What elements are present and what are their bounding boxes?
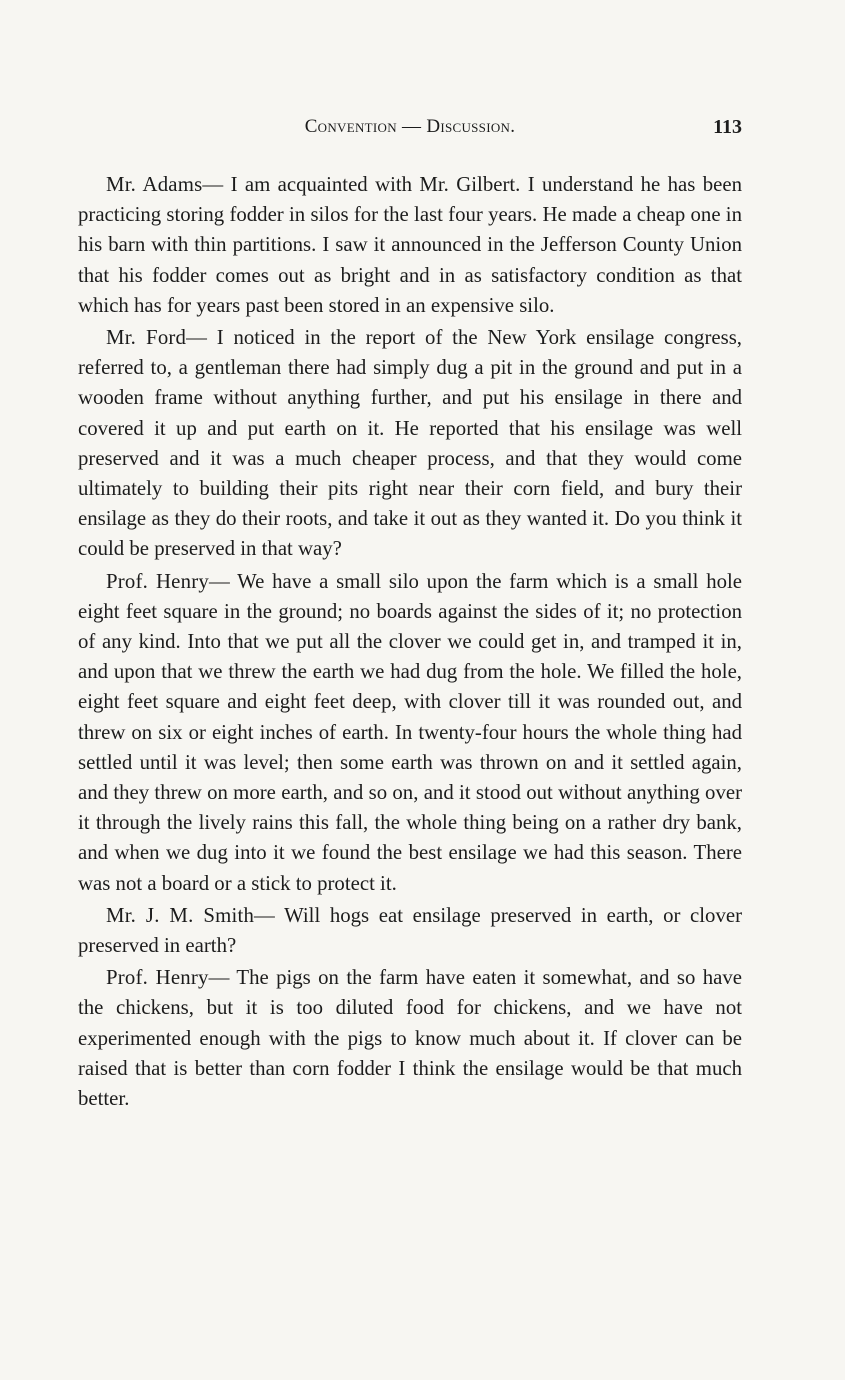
paragraph-text: — The pigs on the farm have eaten it somewhat, and so have the chickens, but it is too diluted food for chickens, and we have not experimented enough with the pigs to know much about it. If clover can be raised that is better than corn fodder I think the ensilage would be that much better. (78, 966, 743, 1111)
paragraph-text: — We have a small silo upon the farm which is a small hole eight feet square in the ground; no boards against the sides of it; no protection of any kind. Into that we put all the clover we could get in, and tramped it in, and upon that we threw the earth we had dug from the hole. We filled the hole, eight feet square and eight feet deep, with clover till it was rounded out, and threw on six or eight inches of earth. In twenty-four hours the whole thing had settled until it was level; then some earth was thrown on and it settled again, and they threw on more earth, and so on, and it stood out without anything over it through the lively rains this fall, the whole thing being on a rather dry bank, and when we dug into it we found the best ensilage we had this season. There was not a board or a stick to protect it. (78, 569, 742, 895)
paragraph-text: — Will hogs eat ensilage preserved in earth, or clover preserved in earth? (78, 903, 742, 958)
speaker-name: Mr. J. M. Smith (106, 903, 255, 927)
speaker-name: Mr. Adams (106, 173, 203, 196)
paragraph (78, 323, 742, 565)
running-title: Convention — Discussion. (304, 116, 516, 137)
speaker-name: Prof. Henry (106, 569, 209, 593)
page-number: 113 (713, 116, 742, 138)
speaker-name: Prof. Henry (106, 966, 209, 990)
running-head (78, 116, 742, 142)
paragraph (78, 901, 742, 961)
paragraph-text: — I noticed in the report of the New York ensilage congress, referred to, a gentleman there had simply dug a pit in the ground and put in a wooden frame without anything further, and put his ensilage in there and covered it up and put earth on it. He reported that his ensilage was well preserved and it was a much cheaper process, and that they would come ultimately to building their pits right near their corn field, and bury their ensilage as they do their roots, and take it out as they wanted it. Do you think it could be preserved in that way? (78, 326, 742, 561)
paragraph (78, 963, 742, 1114)
speaker-name: Mr. Ford (106, 326, 187, 350)
paragraph (78, 170, 742, 321)
body-text (78, 170, 742, 1116)
paragraph (78, 567, 742, 899)
paragraph-text: — I am acquainted with Mr. Gilbert. I understand he has been practicing storing fodder in silos for the last four years. He made a cheap one in his barn with thin partitions. I saw it announced in the Jefferson County Union that his fodder comes out as bright and in as satisfactory condition as that which has for years past been stored in an expensive silo. (78, 173, 742, 317)
